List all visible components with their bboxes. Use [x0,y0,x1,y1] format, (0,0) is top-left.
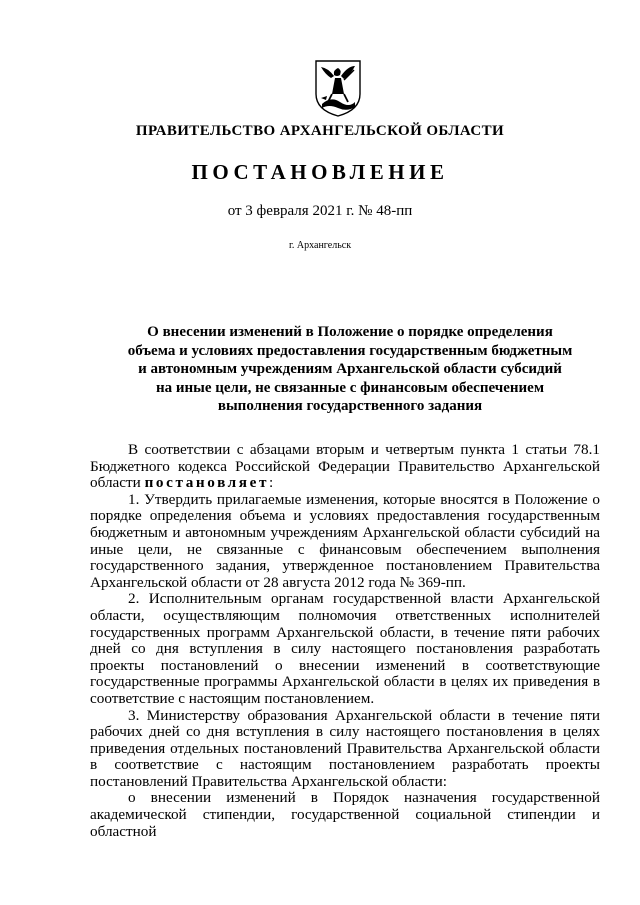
preamble-paragraph: В соответствии с абзацами вторым и четвертым пункта 1 статьи 78.1 Бюджетного кодекса Российской Федерации Правительство Архангельской области постановляет: [90,441,600,492]
government-name: ПРАВИТЕЛЬСТВО АРХАНГЕЛЬСКОЙ ОБЛАСТИ [135,123,505,139]
paragraph-2: 2. Исполнительным органам государственной власти Архангельской области, осуществляющим полномочия ответственных исполнителей государственных программ Архангельской области, в течение пяти рабочих дней со дня вступления в силу настоящего постановления разработать проекты постановлений о внесении изменений в соответствующие государственные программы Архангельской области в целях их приведения в соответствие с настоящим постановлением. [90,590,600,707]
decree-word: постановляет [144,474,270,492]
title-line: выполнения государственного задания [217,398,483,414]
arkhangelsk-coat-of-arms-icon [313,58,363,118]
city-name: г. Архангельск [288,240,352,251]
date-number-line: от 3 февраля 2021 г. № 48-пп [227,203,413,219]
title-line: на иные цели, не связанные с финансовым обеспечением [155,379,545,396]
title-line: О внесении изменений в Положение о порядке определения [147,324,553,340]
paragraph-3: 3. Министерству образования Архангельской области в течение пяти рабочих дней со дня вступления в силу настоящего постановления в целях приведения отдельных постановлений Правительства Архангельской области в соответствие с настоящим постановлением разработать проекты постановлений Правительства Архангельской области: [90,706,600,790]
paragraph-4: о внесении изменений в Порядок назначения государственной академической стипендии, государственной социальной стипендии и областной [90,789,600,840]
paragraph-1: 1. Утвердить прилагаемые изменения, которые вносятся в Положение о порядке определения объема и условиях предоставления государственным бюджетным и автономным учреждениям Архангельской области субсидий на иные цели, не связанные с финансовым обеспечением выполнения государственного задания, утвержденное постановлением Правительства Архангельской области от 28 августа 2012 года № 369-пп. [90,490,600,591]
document-type: ПОСТАНОВЛЕНИЕ [191,160,449,184]
document-title [90,323,610,416]
title-line: объема и условиях предоставления государственным бюджетным [127,342,573,359]
title-line: и автономным учреждениям Архангельской области субсидий [138,361,562,377]
document-body [90,442,600,840]
preamble-text: В соответствии с абзацами вторым и четвертым пункта 1 статьи 78.1 Бюджетного кодекса Российской Федерации Правительство Архангельской области [90,441,600,492]
